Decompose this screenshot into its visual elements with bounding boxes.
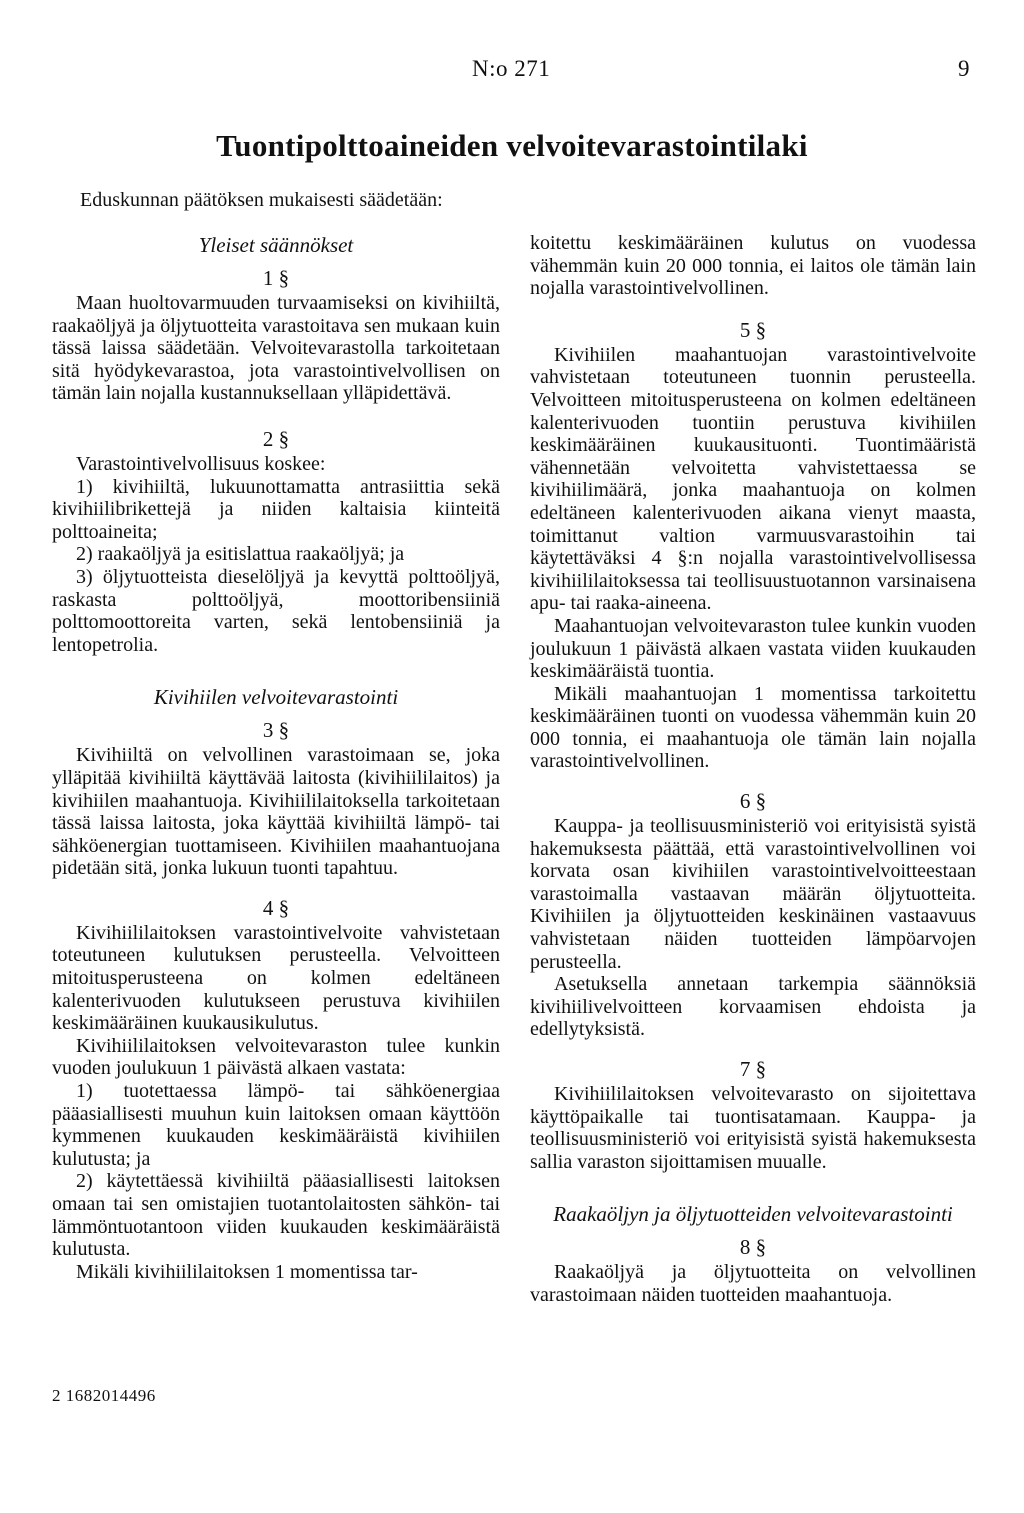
section-5-paragraph-3: Mikäli maahantuojan 1 momentissa tarkoitettu keskimääräinen tuonti on vuodessa vähemmän kuin 20 000 tonnia, ei maahantuoja ole tämän lain nojalla varastointivelvollinen.	[530, 682, 976, 773]
section-2-item-1: 1) kivihiiltä, lukuunottamatta antrasiittia sekä kivihiilibrikettejä ja niiden kaltaisia kiinteitä polttoaineita;	[52, 475, 500, 543]
heading-general-provisions: Yleiset säännökset	[198, 233, 354, 257]
section-4-paragraph-2: Kivihiililaitoksen velvoitevaraston tulee kunkin vuoden joulukuun 1 päivästä alkaen vastata:	[52, 1034, 500, 1080]
heading-oil-stockpiling: Raakaöljyn ja öljytuotteiden velvoitevarastointi	[553, 1202, 953, 1227]
section-3-sign: 3 §	[262, 718, 290, 743]
section-8-sign: 8 §	[739, 1235, 767, 1260]
section-4-item-2: 2) käytettäessä kivihiiltä pääasiallisesti laitoksen omaan tai sen omistajien tuotantolaitosten sähkön- tai lämmöntuotantoon viiden kuukauden keskimääräistä kulutusta.	[52, 1170, 500, 1261]
section-5-paragraph-1: Kivihiilen maahantuojan varastointivelvoite vahvistetaan toteutuneen tuonnin perusteella. Velvoitteen mitoitusperusteena on kolmen edeltäneen kalenterivuoden tuontiin perustuva kivihiilen keskimääräinen kuukausituonti. Tuontimääristä vähennetään velvoitetta vahvistettaessa se kivihiilimäärä, jonka maahantuoja on kolmen edeltäneen kalenterivuoden aikana vienyt maasta, toimittanut valtion varmuusvarastoihin tai käytettäväksi 4 §:n nojalla varastointivelvollisessa kivihiililaitoksessa tai teollisuustuotannon varsinaisena apu- tai raaka-aineena.	[530, 343, 976, 615]
section-6-paragraph-1: Kauppa- ja teollisuusministeriö voi erityisistä syistä hakemuksesta päättää, että varastointivelvollinen voi korvata osan kivihiilen varastointivelvoitteestaan varastoimalla vastaavan määrän öljytuotteita. Kivihiilen ja öljytuotteiden keskinäinen vastaavuus vahvistetaan näiden tuotteiden lämpöarvojen perusteella.	[530, 815, 976, 973]
enactment-clause: Eduskunnan päätöksen mukaisesti säädetään:	[80, 189, 443, 211]
document-number: N:o 271	[472, 56, 551, 81]
heading-coal-stockpiling: Kivihiilen velvoitevarastointi	[153, 685, 399, 710]
section-4-paragraph-1: Kivihiililaitoksen varastointivelvoite vahvistetaan toteutuneen kulutuksen perusteella. Velvoitteen mitoitusperusteena on kolmen edeltäneen kalenterivuoden kulutukseen perustuva kivihiilen keskimääräinen kuukausikulutus.	[52, 921, 500, 1035]
section-5-paragraph-2: Maahantuojan velvoitevaraston tulee kunkin vuoden joulukuun 1 päivästä alkaen vastata viiden kuukauden keskimääräistä tuontia.	[530, 614, 976, 683]
section-6-sign: 6 §	[739, 789, 767, 814]
section-2-sign: 2 §	[262, 426, 290, 451]
section-2-item-2: 2) raakaöljyä ja esitislattua raakaöljyä; ja	[76, 543, 405, 566]
left-column	[52, 232, 500, 1283]
section-3-paragraph: Kivihiiltä on velvollinen varastoimaan se, joka ylläpitää kivihiiltä käyttävää laitosta (kivihiililaitos) ja kivihiilen maahantuoja. Kivihiililaitoksella tarkoitetaan tässä laissa laitosta, joka käyttää kivihiiltä lämpö- tai sähköenergian tuottamiseen. Kivihiilen maahantuojana pidetään sitä, jonka lukuun tuonti tapahtuu.	[52, 744, 500, 880]
section-5-sign: 5 §	[739, 317, 767, 342]
section-4-paragraph-3: Mikäli kivihiililaitoksen 1 momentissa tar-	[76, 1260, 418, 1283]
section-7-sign: 7 §	[739, 1057, 767, 1081]
section-8-paragraph: Raakaöljyä ja öljytuotteita on velvollinen varastoimaan näiden tuotteiden maahantuoja.	[530, 1261, 976, 1306]
section-1-sign: 1 §	[262, 266, 290, 290]
section-4-continuation: koitettu keskimääräinen kulutus on vuodessa vähemmän kuin 20 000 tonnia, ei laitos ole tämän lain nojalla varastointivelvollinen.	[530, 232, 976, 300]
section-7-paragraph: Kivihiililaitoksen velvoitevarasto on sijoitettava käyttöpaikalle tai tuontisatamaan. Kauppa- ja teollisuusministeriö voi erityisistä syistä hakemuksesta sallia varaston sijoittamisen muualle.	[530, 1083, 976, 1173]
right-column	[530, 232, 976, 1307]
section-4-item-1: 1) tuotettaessa lämpö- tai sähköenergiaa pääasiallisesti muuhun kuin laitoksen omaan käyttöön kymmenen kuukauden keskimääräistä kivihiilen kulutusta; ja	[52, 1080, 500, 1170]
section-1-paragraph: Maan huoltovarmuuden turvaamiseksi on kivihiiltä, raakaöljyä ja öljytuotteita varastoitava sen mukaan kuin tässä laissa säädetään. Velvoitevarastolla tarkoitetaan sitä hyödykevarastoa, jota varastointivelvollisen on tämän lain nojalla kustannuksellaan ylläpidettävä.	[52, 292, 500, 405]
law-title: Tuontipolttoaineiden velvoitevarastointilaki	[216, 128, 808, 163]
section-2-paragraph: Varastointivelvollisuus koskee:	[76, 452, 326, 475]
section-2-item-3: 3) öljytuotteista dieselöljyä ja kevyttä polttoöljyä, raskasta polttoöljyä, moottoribensiiniä polttomoottoreita varten, sekä lentobensiiniä ja lentopetrolia.	[52, 565, 500, 656]
footer-print-code: 2 1682014496	[52, 1386, 156, 1405]
page-number: 9	[958, 56, 970, 81]
section-4-sign: 4 §	[262, 895, 290, 920]
section-6-paragraph-2: Asetuksella annetaan tarkempia säännöksiä kivihiilivelvoitteen korvaamisen ehdoista ja edellytyksistä.	[530, 973, 976, 1041]
